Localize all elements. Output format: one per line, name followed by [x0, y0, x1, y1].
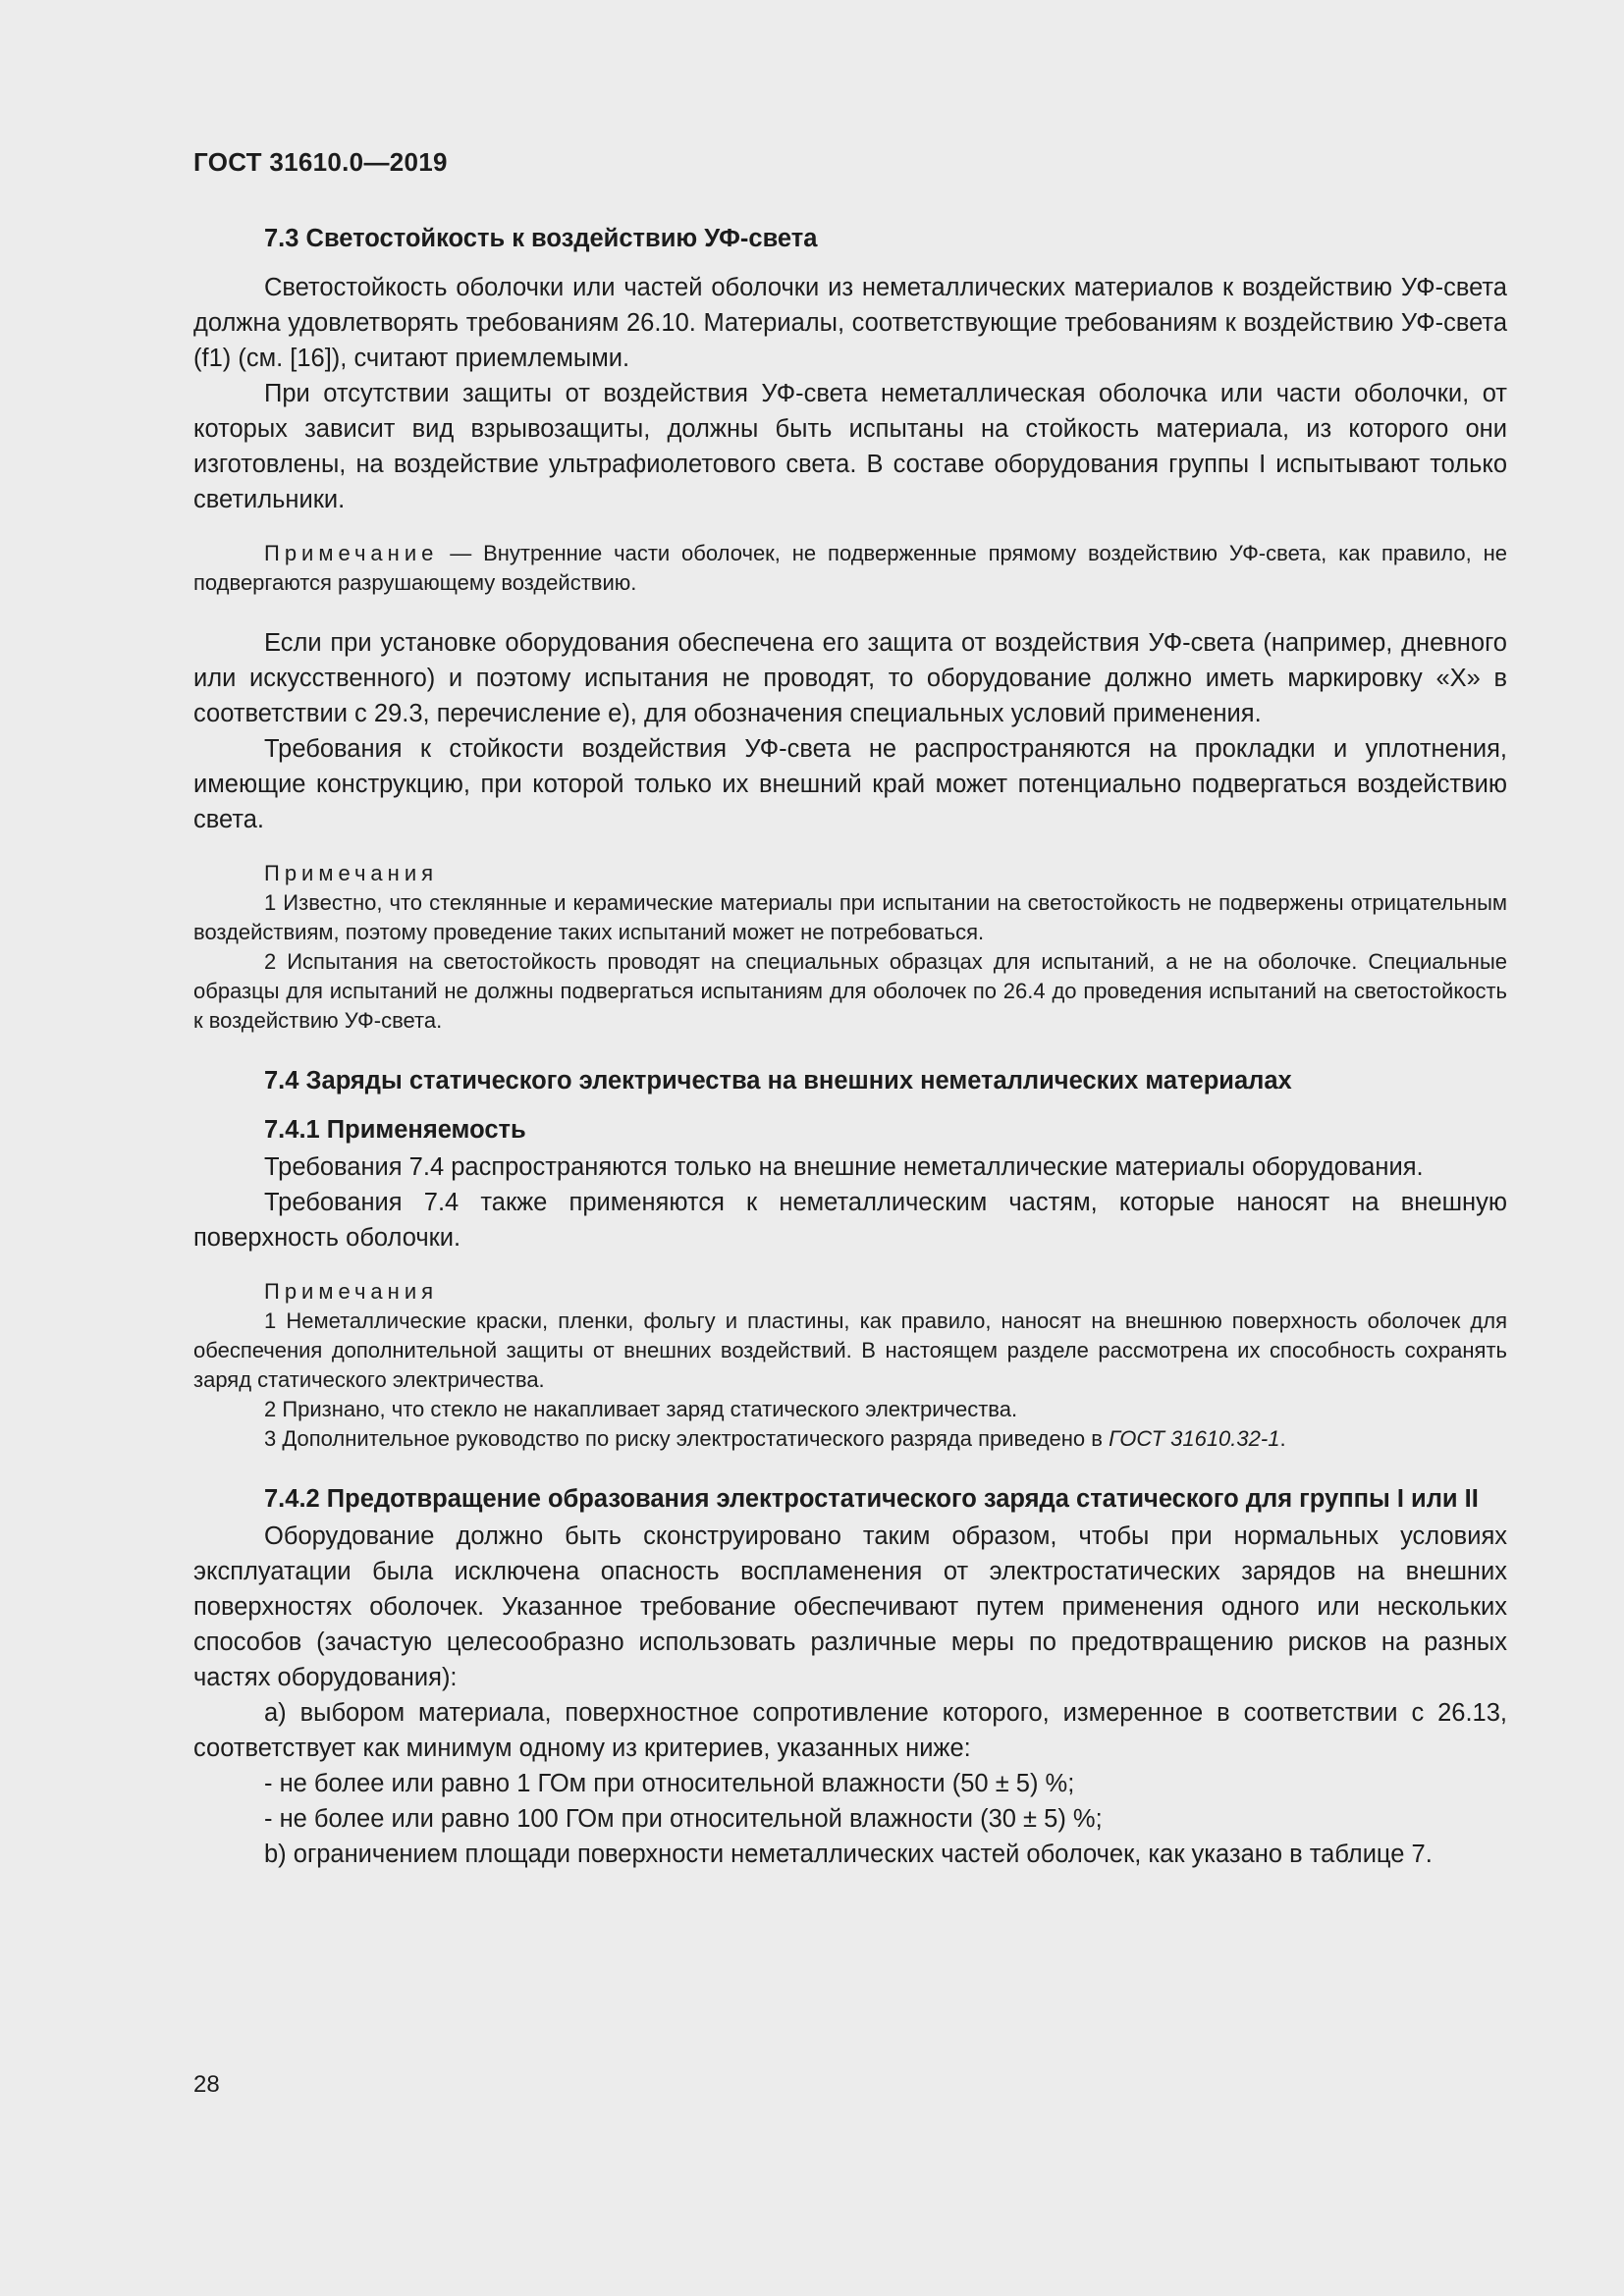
section-7-4-2-paragraph-1: Оборудование должно быть сконструировано таким образом, чтобы при нормальных условиях эксплуатации была исключена опасность воспламенения от электростатических зарядов на внешних поверхностях оболочек. Указанное требование обеспечивают путем применения одного или нескольких способов (зачастую целесообразно использовать различные меры по предотвращению рисков на разных частях оборудования):: [193, 1522, 1507, 1691]
section-7-4-1-paragraph-1: Требования 7.4 распространяются только на внешние неметаллические материалы оборудования.: [264, 1153, 1424, 1181]
section-7-4-1-title: 7.4.1 Применяемость: [264, 1116, 526, 1144]
section-7-3-paragraph-4: Требования к стойкости воздействия УФ-света не распространяются на прокладки и уплотнения, имеющие конструкцию, при которой только их внешний край может потенциально подвергаться воздействию света.: [193, 735, 1507, 833]
section-7-3-note-1: 1 Известно, что стеклянные и керамические материалы при испытании на светостойкость не подвержены отрицательным воздействиям, поэтому проведение таких испытаний может не потребоваться.: [193, 890, 1507, 944]
note-text: — Внутренние части оболочек, не подверженные прямому воздействию УФ-света, как правило, не подвергаются разрушающему воздействию.: [193, 541, 1507, 595]
page-number: 28: [193, 2071, 220, 2098]
section-7-3-paragraph-2: При отсутствии защиты от воздействия УФ-света неметаллическая оболочка или части оболочки, от которых зависит вид взрывозащиты, должны быть испытаны на стойкость материала, из которого они изготовлены, на воздействие ультрафиолетового света. В составе оборудования группы I испытывают только светильники.: [193, 380, 1507, 513]
page-content: [193, 221, 1507, 1872]
section-7-3-paragraph-3: Если при установке оборудования обеспечена его защита от воздействия УФ-света (например, дневного или искусственного) и поэтому испытания не проводят, то оборудование должно иметь маркировку «X» в соответствии с 29.3, перечисление е), для обозначения специальных условий применения.: [193, 629, 1507, 727]
section-7-4-2-title: 7.4.2 Предотвращение образования электростатического заряда статического для группы I или II: [264, 1485, 1479, 1513]
section-7-3-notes-title: Примечания: [264, 861, 439, 885]
section-7-3-paragraph-1: Светостойкость оболочки или частей оболочки из неметаллических материалов к воздействию УФ-света должна удовлетворять требованиям 26.10. Материалы, соответствующие требованиям к воздействию УФ-света (f1) (см. [16]), считают приемлемыми.: [193, 274, 1507, 372]
document-id-header: ГОСТ 31610.0—2019: [193, 147, 448, 177]
section-7-3-note-2: 2 Испытания на светостойкость проводят на специальных образцах для испытаний, а не на оболочке. Специальные образцы для испытаний не должны подвергаться испытаниям для оболочек по 26.4 до проведения испытаний на светостойкость к воздействию УФ-света.: [193, 949, 1507, 1033]
list-item-a: a) выбором материала, поверхностное сопротивление которого, измеренное в соответствии с 26.13, соответствует как минимум одному из критериев, указанных ниже:: [193, 1699, 1507, 1762]
note-3-text: 3 Дополнительное руководство по риску электростатического разряда приведено в: [264, 1426, 1110, 1451]
section-7-3-title: 7.3 Светостойкость к воздействию УФ-света: [264, 225, 818, 252]
section-7-4-1-note-3: [193, 1424, 1507, 1454]
section-7-4-1-note-2: 2 Признано, что стекло не накапливает заряд статического электричества.: [264, 1397, 1018, 1421]
section-7-3-note: [193, 539, 1507, 598]
dash-item-1: - не более или равно 1 ГОм при относительной влажности (50 ± 5) %;: [264, 1770, 1075, 1797]
section-7-4-title: 7.4 Заряды статического электричества на внешних неметаллических материалах: [264, 1067, 1292, 1095]
section-7-4-1-note-1: 1 Неметаллические краски, пленки, фольгу и пластины, как правило, наносят на внешнюю поверхность оболочек для обеспечения дополнительной защиты от внешних воздействий. В настоящем разделе рассмотрена их способность сохранять заряд статического электричества.: [193, 1308, 1507, 1392]
section-7-4-1-paragraph-2: Требования 7.4 также применяются к неметаллическим частям, которые наносят на внешную поверхность оболочки.: [193, 1189, 1507, 1252]
note-label: Примечание: [264, 541, 439, 565]
section-7-4-1-notes-title: Примечания: [264, 1279, 439, 1304]
note-3-end: .: [1279, 1426, 1286, 1451]
dash-item-2: - не более или равно 100 ГОм при относительной влажности (30 ± 5) %;: [264, 1805, 1103, 1833]
document-page: [193, 0, 1507, 2296]
list-item-b: b) ограничением площади поверхности неметаллических частей оболочек, как указано в таблице 7.: [264, 1841, 1433, 1868]
standard-reference: ГОСТ 31610.32-1: [1109, 1426, 1280, 1451]
